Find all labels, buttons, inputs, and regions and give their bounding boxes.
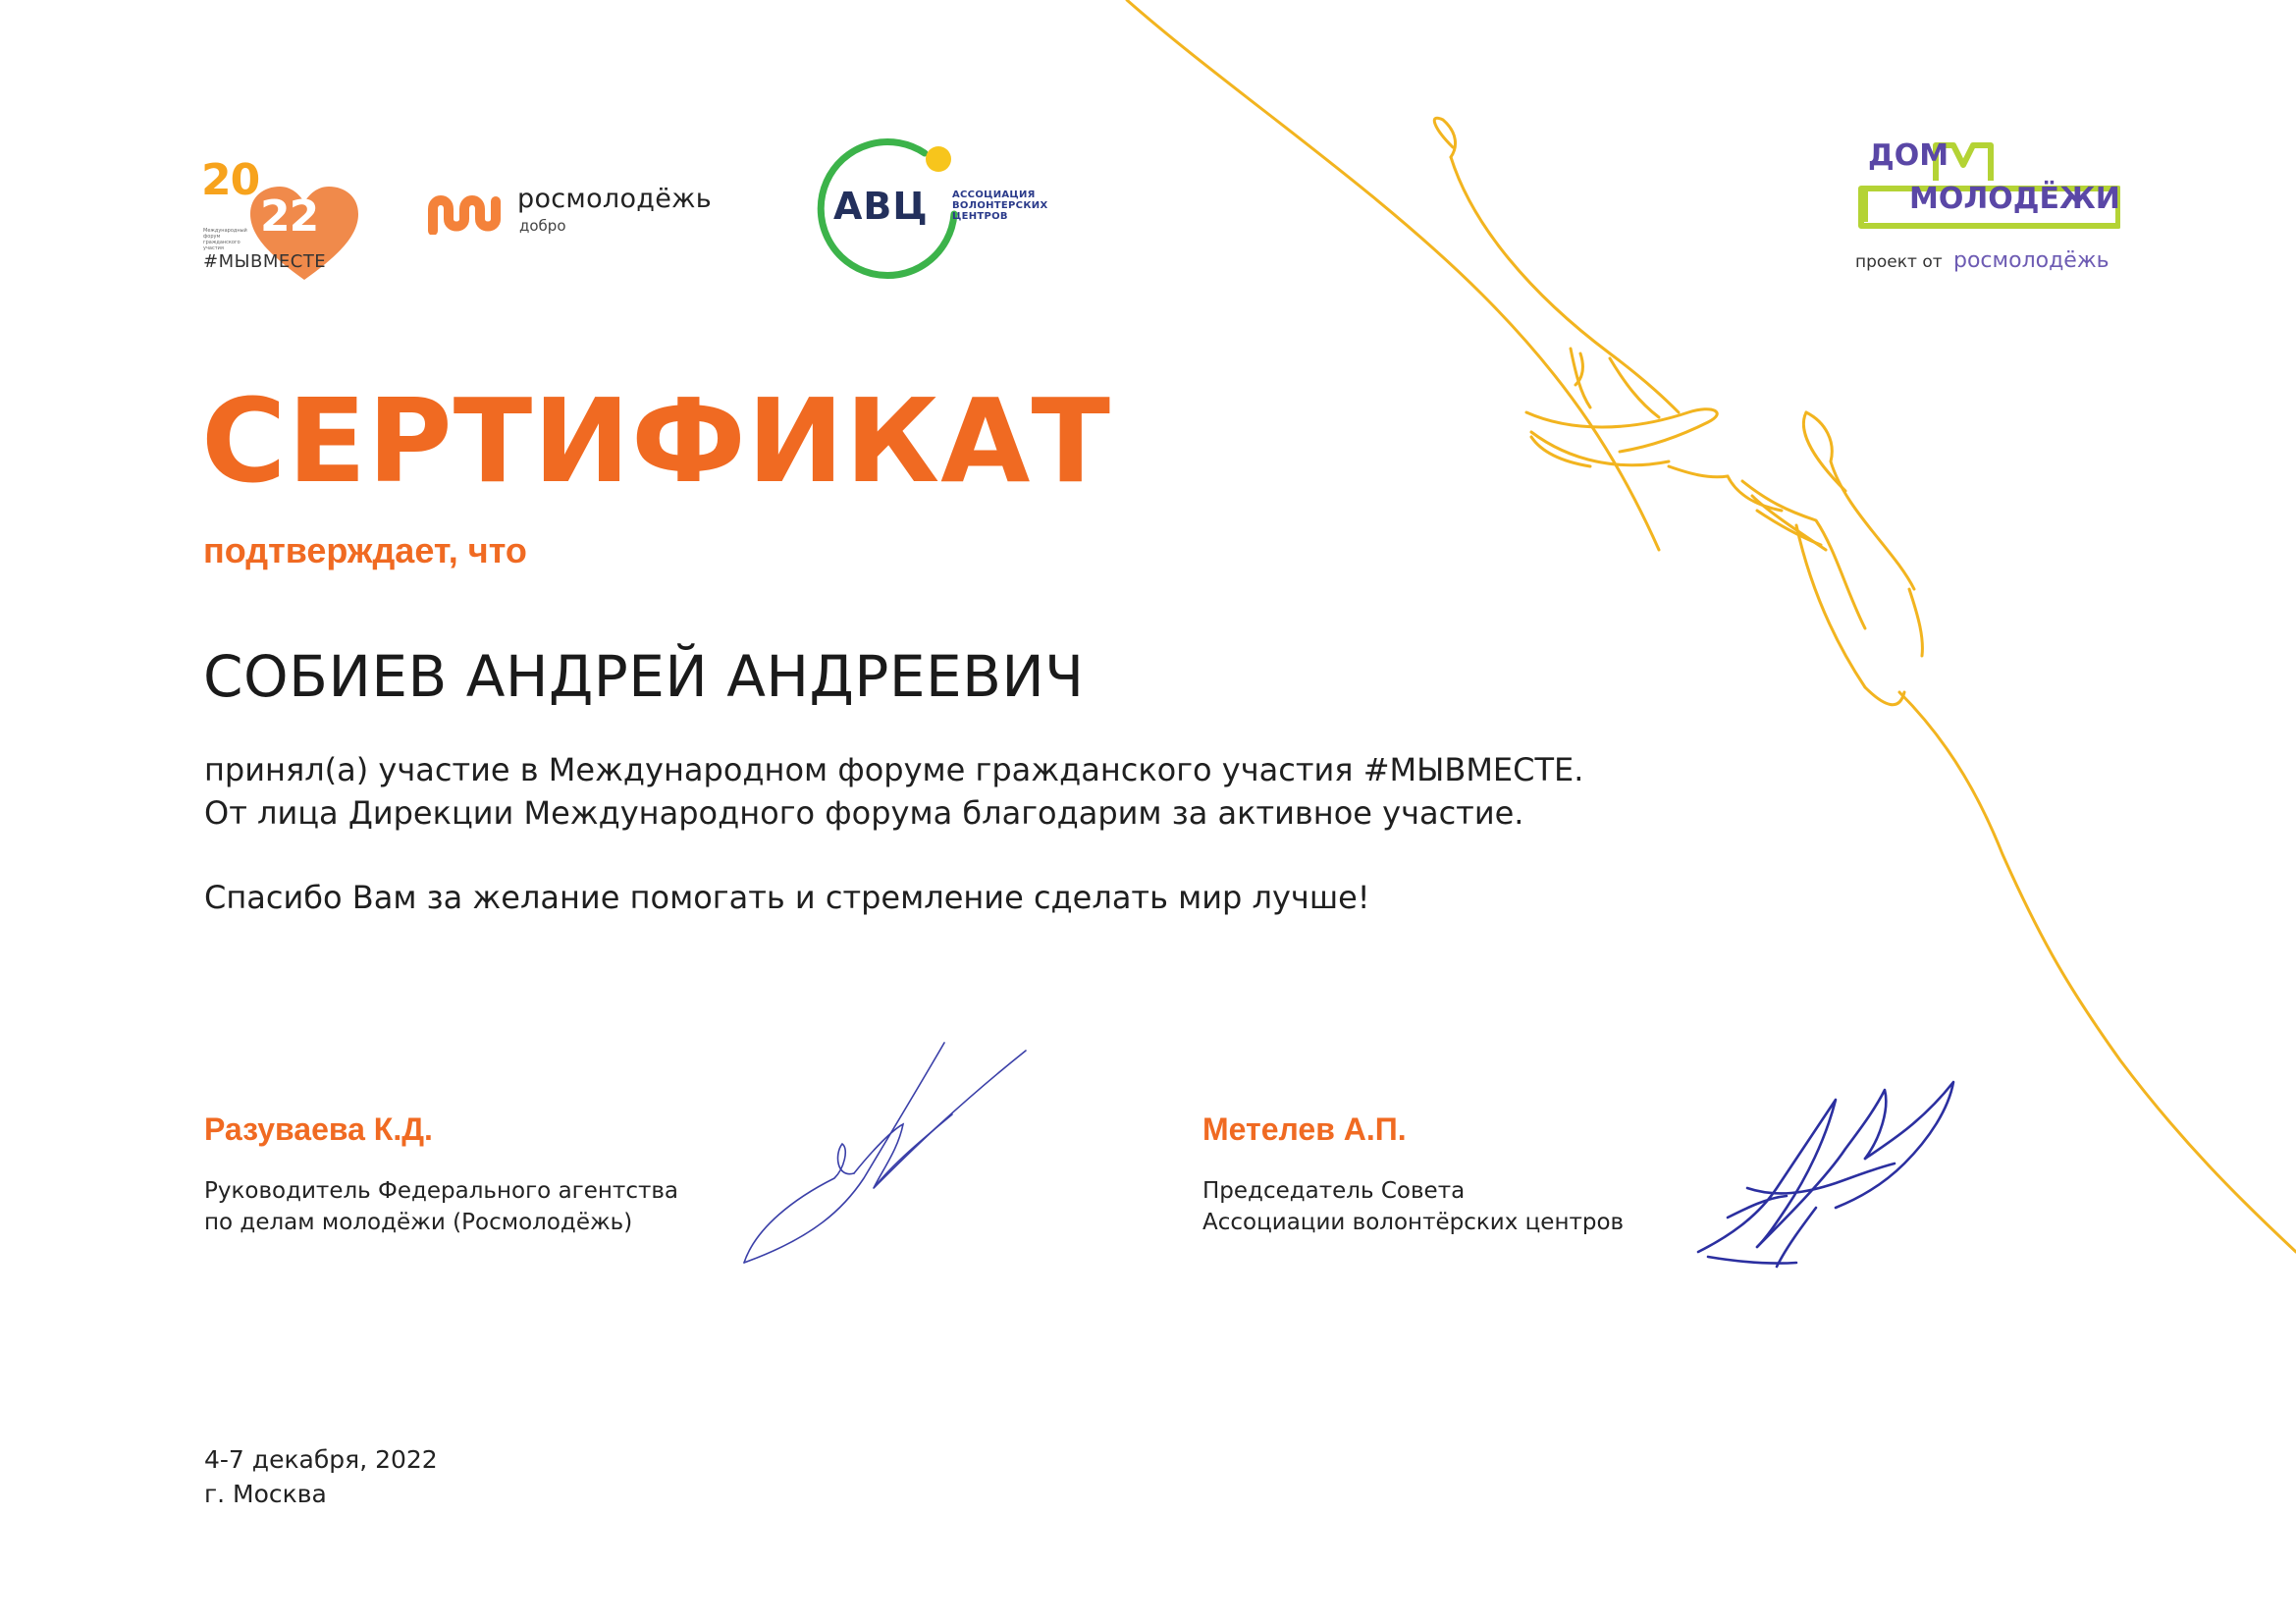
avc-caption-line: АССОЦИАЦИЯ	[952, 189, 1036, 200]
signer-1-role	[204, 1175, 678, 1238]
avc-caption-line: ЦЕНТРОВ	[952, 211, 1008, 222]
signer-1-role-line: Руководитель Федерального агентства	[204, 1178, 679, 1204]
event-dates: 4-7 декабря, 2022	[204, 1445, 438, 1474]
signer-1-role-line: по делам молодёжи (Росмолодёжь)	[204, 1210, 633, 1235]
dom-line-2: МОЛОДЁЖИ	[1909, 182, 2120, 216]
forum-caption: Международный форум гражданского участия	[203, 228, 247, 251]
signature-2	[1688, 1070, 1973, 1286]
rosmolodezh-subtitle: добро	[519, 217, 566, 235]
gratitude-text: От лица Дирекции Международного форума благодарим за активное участие.	[204, 794, 1524, 832]
forum-2022-logo	[201, 157, 358, 280]
recipient-name: СОБИЕВ АНДРЕЙ АНДРЕЕВИЧ	[203, 643, 1085, 710]
signer-1-name: Разуваева К.Д.	[204, 1111, 433, 1147]
signer-2-role	[1202, 1175, 1624, 1238]
thanks-text: Спасибо Вам за желание помогать и стремление сделать мир лучше!	[204, 879, 1370, 916]
signer-2-role-line: Председатель Совета	[1202, 1178, 1466, 1204]
forum-hashtag: #МЫВМЕСТЕ	[203, 251, 327, 272]
signer-2-name: Метелев А.П.	[1202, 1111, 1407, 1147]
avc-logo	[817, 135, 1101, 283]
rosmolodezh-dobro-logo	[427, 182, 751, 241]
avc-caption	[952, 189, 1090, 222]
event-city: г. Москва	[204, 1480, 327, 1508]
participation-text: принял(а) участие в Международном форуме гражданского участия #МЫВМЕСТЕ.	[204, 751, 1584, 788]
certificate-subtitle: подтверждает, что	[203, 530, 527, 570]
signature-1	[726, 1031, 1050, 1267]
year-part-1: 20	[201, 155, 260, 205]
signer-2-role-line: Ассоциации волонтёрских центров	[1202, 1210, 1625, 1235]
rosmolodezh-title: росмолодёжь	[517, 184, 712, 214]
avc-abbreviation: АВЦ	[833, 185, 929, 228]
avc-caption-line: ВОЛОНТЕРСКИХ	[952, 200, 1048, 211]
dom-line-1: ДОМ	[1868, 138, 1949, 173]
dom-project-brand: росмолодёжь	[1953, 248, 2109, 273]
year-part-2: 22	[260, 191, 319, 242]
dom-project-of: проект от	[1855, 252, 1943, 272]
dom-molodezhi-logo	[1855, 137, 2120, 285]
rosmolodezh-mark-icon	[427, 189, 507, 235]
certificate-title: СЕРТИФИКАТ	[201, 373, 1111, 509]
